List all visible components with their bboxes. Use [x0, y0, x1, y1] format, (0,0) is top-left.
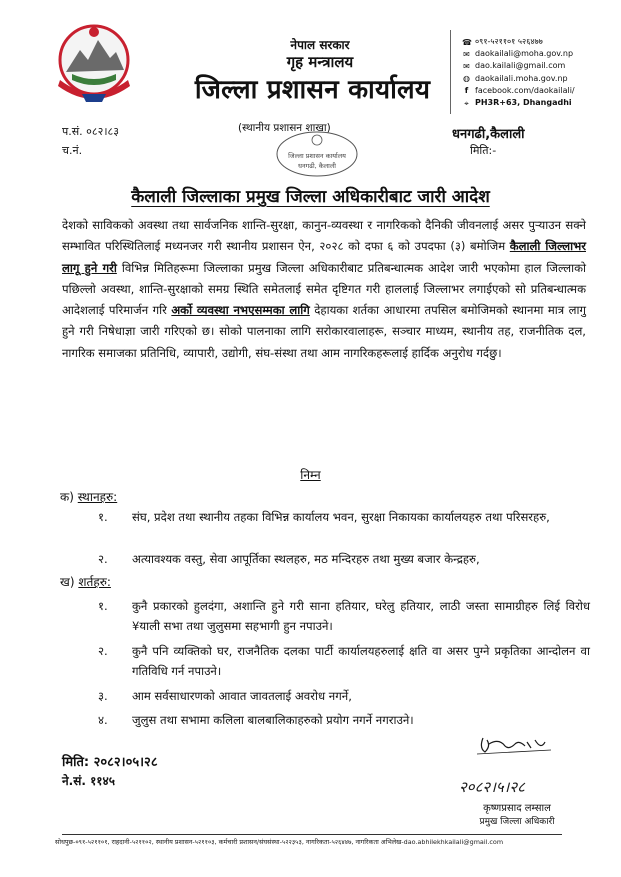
item-text: अत्यावश्यक वस्तु, सेवा आपूर्तिका स्थलहरु, मठ मन्दिरहरु तथा मुख्य बजार केन्द्रहरु, — [132, 552, 480, 566]
svg-text:२०८२।५।२८: २०८२।५।२८ — [459, 778, 525, 796]
phone-icon: ☎ — [462, 37, 472, 47]
item-number: २. — [98, 644, 108, 658]
letter-number: प.सं. ०८२।८३ — [62, 125, 119, 138]
facebook-icon: f — [464, 86, 469, 96]
signatory-title: प्रमुख जिल्ला अधिकारी — [479, 817, 555, 827]
contact-location — [462, 97, 617, 109]
header-divider — [450, 30, 451, 114]
section-title: स्थानहरु: — [77, 490, 118, 504]
nepal-emblem-logo — [52, 14, 136, 110]
item-number: ३. — [98, 689, 108, 703]
footer-contacts: सोधपुछ-०९१-५२११०१, राहदानी-५२११०२, स्थानीय प्रशासन-५२११०३, कर्मचारी प्रशासन/संघसंस्था-५२२३५३, नागरिकता-५२६४४७, नागरिकता अभिलेख-dao.abhilekhkailali@gmail.com — [55, 838, 504, 846]
signatory-name: कृष्णप्रसाद लम्साल — [483, 803, 551, 814]
issue-date: मिति: २०८२।०५।२८ — [62, 755, 158, 770]
nepal-samvat-ref: ने.सं. ११४५ — [62, 774, 116, 788]
item-text: आम सर्वसाधारणको आवात जावतलाई अवरोध नगर्ने, — [132, 689, 352, 703]
office-name: जिल्ला प्रशासन कार्यालय — [194, 75, 431, 105]
phone-text: ०९१-५२११०१ ५२६४७७ — [475, 37, 543, 46]
svg-text:जिल्ला प्रशासन कार्यालय: जिल्ला प्रशासन कार्यालय — [288, 152, 346, 160]
contact-phone — [462, 36, 617, 48]
section-label — [60, 573, 111, 590]
list-item — [80, 642, 590, 682]
contact-website — [462, 73, 617, 85]
office-location: धनगढी,कैलाली — [452, 127, 525, 142]
email-text: daokailali@moha.gov.np — [475, 49, 574, 59]
body-text-3: देहायका शर्तका आधारमा तपसिल बमोजिमको स्थानमा मात्र लागु हुने गरी निषेधाज्ञा जारी गरिएको छ। सोको पालनाका लागि सरोकारवालाहरू, सञ्चार माध्यम, स्थानीय तह, राजनीतिक दल, नागरिक समाजका प्रतिनिधि, व्यापारी, उद्योगी, संघ-संस्था तथा आम नागरिकहरूलाई हार्दिक अनुरोध गर्दछु। — [62, 303, 586, 360]
item-number: १. — [98, 599, 108, 613]
contact-facebook — [462, 85, 617, 97]
dispatch-number: च.नं. — [62, 144, 83, 157]
email-icon: ✉ — [463, 62, 470, 71]
item-text: कुनै प्रकारको हुलदंगा, अशान्ति हुने गरी साना हतियार, घरेलु हतियार, लाठी जस्ता सामाग्रीहरु लिई विरोध ¥याली सभा तथा जुलुसमा सहभागी हुन नपाउने। — [132, 599, 590, 633]
email-text: dao.kailali@gmail.com — [475, 61, 566, 71]
order-body — [62, 215, 586, 364]
government-name: नेपाल सरकार — [290, 38, 350, 52]
date-label: मिति:- — [470, 144, 497, 157]
contact-block — [462, 36, 617, 109]
list-item — [80, 550, 590, 570]
body-text-1: देशको साविकको अवस्था तथा सार्वजनिक शान्ति-सुरक्षा, कानुन-व्यवस्था र नागरिकको दैनिकी जीवनलाई असर पुऱ्याउन सक्ने सम्भावित परिस्थितिलाई मध्यनजर गरी स्थानीय प्रशासन ऐन, २०२८ को दफा ६ को उपदफा (३) बमोजिम — [62, 218, 586, 254]
section-marker: क) — [60, 490, 74, 504]
footer-divider — [62, 834, 562, 835]
body-text-2: विभिन्न मितिहरूमा जिल्लाका प्रमुख जिल्ला अधिकारीबाट प्रतिबन्धात्मक आदेश जारी भएकोमा हाल जिल्लाको पछिल्लो अवस्था, शान्ति-सुरक्षाको समग्र स्थिति समेतलाई समेत दृष्टिगत गरी हाललाई जिल्लाभर लगाईएको सो प्रतिबन्धात्मक आदेशलाई परिमार्जन गरि — [62, 260, 587, 318]
list-item — [80, 597, 590, 637]
item-text: संघ, प्रदेश तथा स्थानीय तहका विभिन्न कार्यालय भवन, सुरक्षा निकायका कार्यालयहरु तथा परिसरहरु, — [132, 510, 550, 524]
office-stamp — [270, 128, 364, 180]
facebook-text: facebook.com/daokailali/ — [475, 85, 575, 95]
subheading-nimna: निम्न — [300, 468, 321, 482]
item-text: कुनै पनि व्यक्तिको घर, राजनैतिक दलका पार्टी कार्यालयहरुलाई क्षति वा असर पुग्ने प्रकृतिका आन्दोलन वा गतिविधि गर्न नपाउने। — [132, 644, 590, 678]
location-pin-icon: ⌖ — [464, 98, 469, 108]
section-label — [60, 488, 117, 505]
website-text: daokailali.moha.gov.np — [475, 73, 568, 83]
item-text: जुलुस तथा सभामा कलिला बालबालिकाहरुको प्रयोग नगर्ने नगराउने। — [132, 713, 414, 727]
item-number: २. — [98, 552, 108, 566]
order-title-text: कैलाली जिल्लाका प्रमुख जिल्ला अधिकारीबाट जारी आदेश — [131, 187, 490, 207]
ministry-name: गृह मन्त्रालय — [286, 53, 354, 71]
section-title: शर्तहरु: — [78, 575, 111, 589]
item-number: १. — [98, 510, 108, 524]
section-marker: ख) — [60, 575, 75, 589]
location-text: PH3R+63, Dhangadhi — [475, 98, 572, 108]
email-icon: ✉ — [463, 49, 470, 59]
list-item — [80, 687, 590, 707]
contact-email — [462, 48, 617, 60]
handwritten-signature — [455, 728, 575, 808]
section-name: (स्थानीय प्रशासन शाखा) — [238, 122, 331, 134]
order-title — [0, 184, 621, 207]
list-item — [80, 508, 590, 528]
svg-text:धनगढी, कैलाली: धनगढी, कैलाली — [298, 162, 336, 170]
body-emphasis-1: कैलाली जिल्लाभर लागू हुने गरी — [62, 239, 586, 275]
globe-icon: ◍ — [463, 74, 470, 84]
contact-email — [462, 60, 617, 72]
item-number: ४. — [98, 713, 108, 727]
body-emphasis-2: अर्को व्यवस्था नभएसम्मका लागि — [171, 303, 310, 318]
